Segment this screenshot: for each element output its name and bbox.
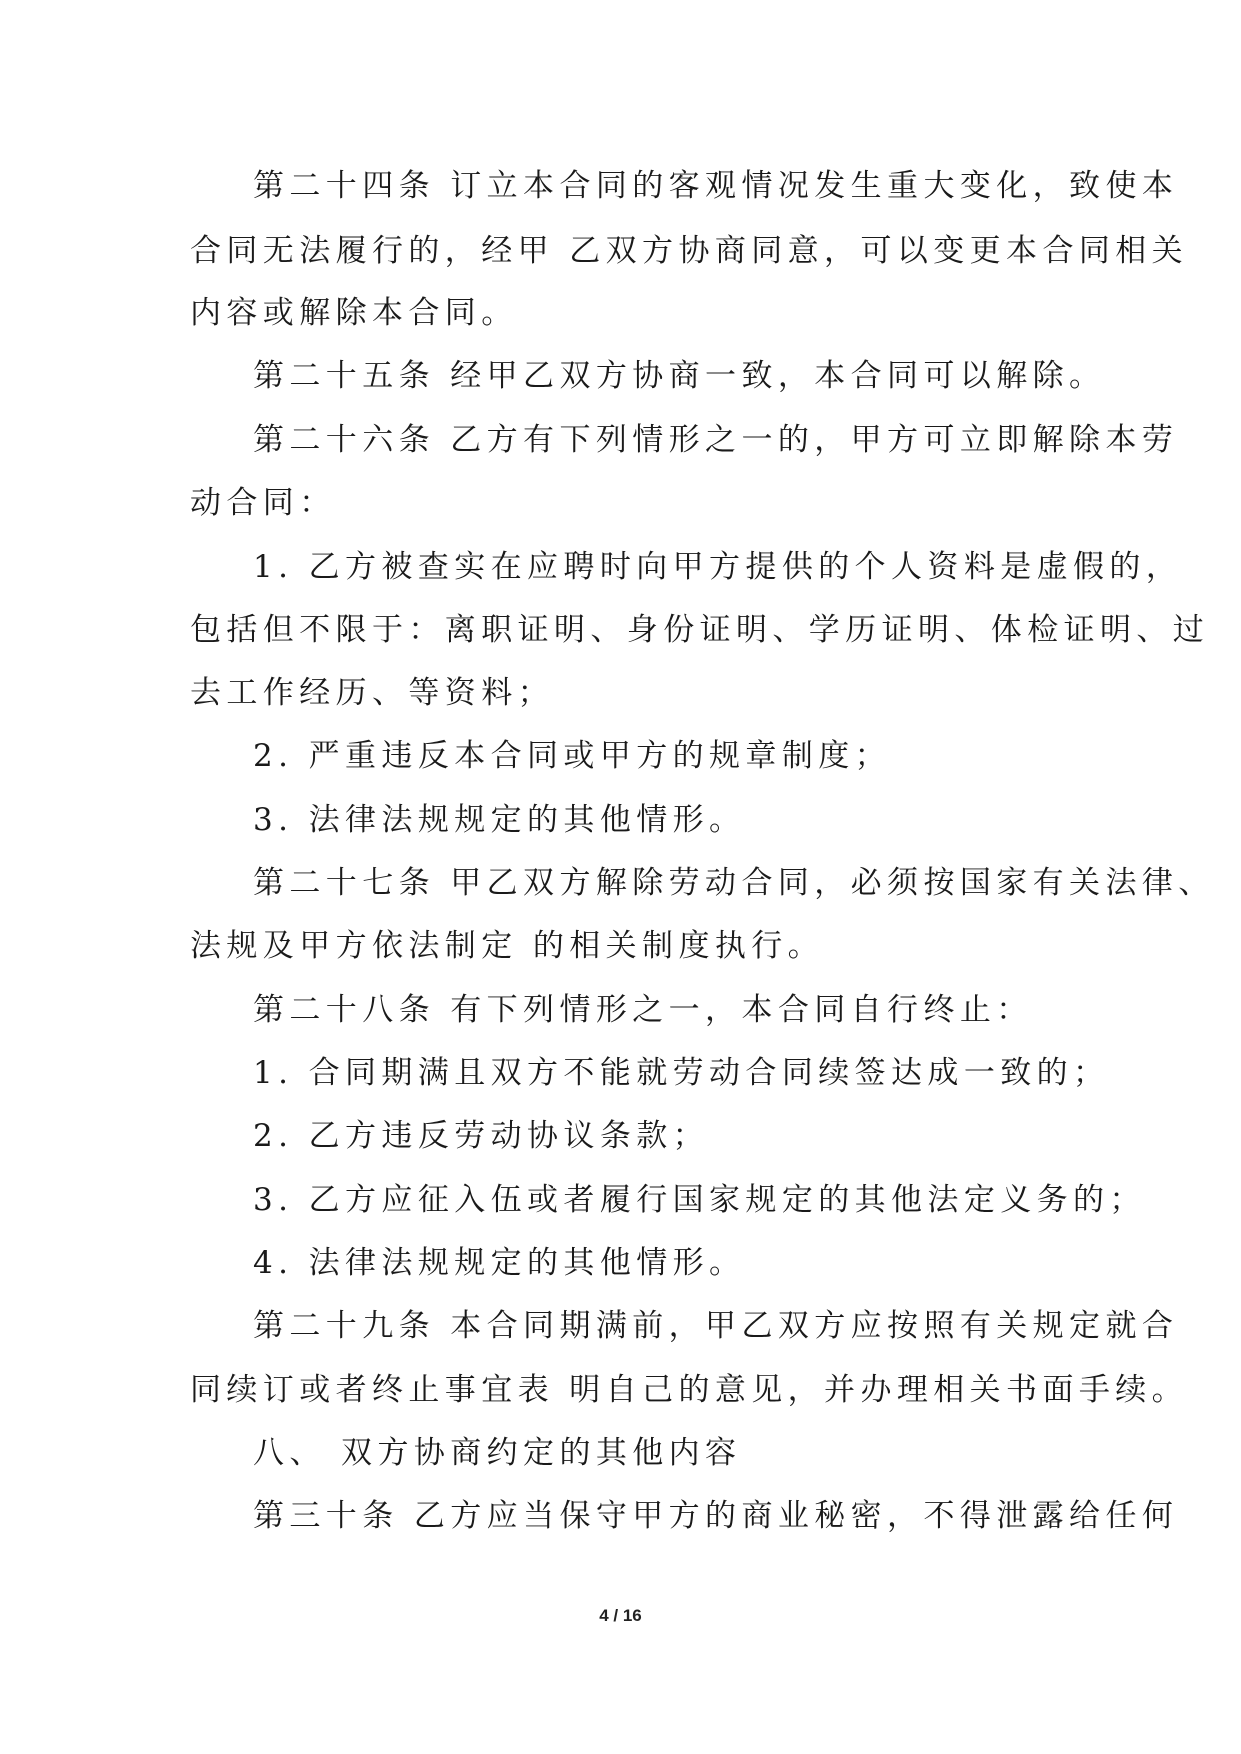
text-line: 内容或解除本合同。 [190,295,518,331]
section-heading: 八、 双方协商约定的其他内容 [253,1435,742,1471]
page-number: 4 / 16 [599,1606,642,1625]
text-line: 合同无法履行的，经甲 乙双方协商同意，可以变更本合同相关 [190,233,1189,269]
text-line: 4. 法律法规规定的其他情形。 [253,1245,746,1281]
text-line: 第三十条 乙方应当保守甲方的商业秘密，不得泄露给任何 [253,1498,1179,1534]
text-line: 第二十七条 甲乙双方解除劳动合同，必须按国家有关法律、 [253,865,1215,901]
text-line: 同续订或者终止事宜表 明自己的意见，并办理相关书面手续。 [190,1372,1189,1408]
text-line: 3. 法律法规规定的其他情形。 [253,802,746,838]
text-line: 2. 严重违反本合同或甲方的规章制度； [253,738,892,774]
text-line: 第二十九条 本合同期满前，甲乙双方应按照有关规定就合 [253,1308,1179,1344]
text-line: 第二十八条 有下列情形之一，本合同自行终止： [253,992,1033,1028]
text-line: 去工作经历、等资料； [190,675,554,711]
text-line: 3. 乙方应征入伍或者履行国家规定的其他法定义务的； [253,1182,1146,1218]
text-line: 第二十五条 经甲乙双方协商一致，本合同可以解除。 [253,358,1106,394]
text-line: 1. 合同期满且双方不能就劳动合同续签达成一致的； [253,1055,1110,1091]
text-line: 2. 乙方违反劳动协议条款； [253,1118,710,1154]
text-line: 第二十六条 乙方有下列情形之一的，甲方可立即解除本劳 [253,422,1179,458]
text-line: 动合同： [190,485,336,521]
text-line: 1. 乙方被查实在应聘时向甲方提供的个人资料是虚假的， [253,549,1183,585]
text-line: 包括但不限于：离职证明、身份证明、学历证明、体检证明、过 [190,612,1210,648]
text-line: 第二十四条 订立本合同的客观情况发生重大变化，致使本 [253,168,1179,204]
text-line: 法规及甲方依法制定 的相关制度执行。 [190,928,825,964]
